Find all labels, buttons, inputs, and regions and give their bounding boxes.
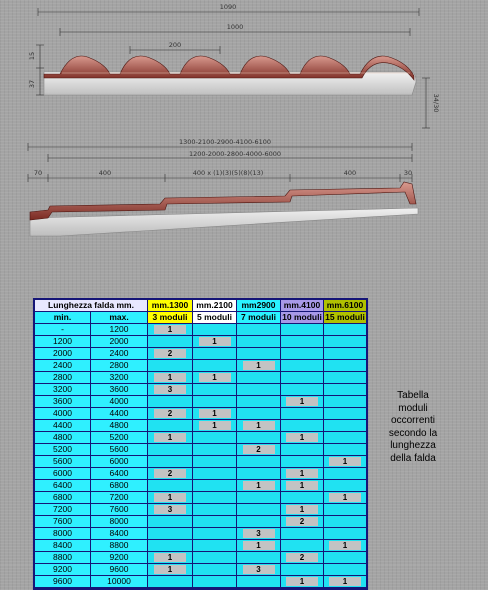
- row-module-count-col-3: [237, 348, 281, 360]
- row-max: 7600: [91, 504, 148, 516]
- header-max: max.: [91, 312, 148, 324]
- row-module-count-col-4: [281, 432, 324, 444]
- row-module-count-col-2: [193, 372, 237, 384]
- row-max: 2800: [91, 360, 148, 372]
- row-module-count-col-1: [148, 540, 193, 552]
- row-module-count-col-3: [237, 528, 281, 540]
- row-min: 7600: [35, 516, 91, 528]
- row-module-count-col-5: [324, 480, 366, 492]
- row-module-count-col-2: [193, 576, 237, 588]
- module-count-value: 3: [243, 529, 275, 538]
- header-length: Lunghezza falda mm.: [35, 300, 148, 312]
- row-module-count-col-4: [281, 504, 324, 516]
- row-max: 4400: [91, 408, 148, 420]
- row-module-count-col-4: [281, 492, 324, 504]
- row-module-count-col-2: [193, 408, 237, 420]
- row-module-count-col-5: [324, 552, 366, 564]
- module-count-value: 1: [154, 553, 186, 562]
- table-row: [35, 528, 366, 540]
- caption-line: della falda: [390, 452, 436, 464]
- dim-height-top: 15: [28, 51, 36, 61]
- row-module-count-col-3: [237, 552, 281, 564]
- row-module-count-col-4: [281, 516, 324, 528]
- row-min: 4000: [35, 408, 91, 420]
- row-module-count-col-2: [193, 456, 237, 468]
- table-row: [35, 420, 366, 432]
- module-count-value: 1: [286, 433, 318, 442]
- row-module-count-col-5: [324, 468, 366, 480]
- table-row: [35, 564, 366, 576]
- row-module-count-col-2: [193, 336, 237, 348]
- row-module-count-col-2: [193, 528, 237, 540]
- row-min: 2000: [35, 348, 91, 360]
- row-min: 2400: [35, 360, 91, 372]
- table-row: [35, 552, 366, 564]
- row-module-count-col-3: [237, 360, 281, 372]
- row-min: 9600: [35, 576, 91, 588]
- row-min: 8400: [35, 540, 91, 552]
- row-module-count-col-1: [148, 336, 193, 348]
- table-row: [35, 540, 366, 552]
- table-row: [35, 444, 366, 456]
- table-row: [35, 408, 366, 420]
- row-module-count-col-3: [237, 372, 281, 384]
- row-min: -: [35, 324, 91, 336]
- table-row: [35, 456, 366, 468]
- row-min: 6000: [35, 468, 91, 480]
- header-col-3-mm: mm2900: [237, 300, 281, 312]
- row-module-count-col-5: [324, 348, 366, 360]
- dim-height-low: 37: [28, 79, 36, 89]
- row-module-count-col-4: [281, 528, 324, 540]
- row-min: 9200: [35, 564, 91, 576]
- row-module-count-col-4: [281, 408, 324, 420]
- row-module-count-col-5: [324, 576, 366, 588]
- module-count-value: 2: [154, 409, 186, 418]
- row-min: 7200: [35, 504, 91, 516]
- header-col-5-mm: mm.6100: [324, 300, 366, 312]
- module-count-table: [33, 298, 368, 590]
- row-module-count-col-3: [237, 324, 281, 336]
- row-module-count-col-3: [237, 564, 281, 576]
- row-module-count-col-1: [148, 456, 193, 468]
- header-col-3-modules: 7 moduli: [237, 312, 281, 324]
- row-max: 5200: [91, 432, 148, 444]
- row-module-count-col-4: [281, 396, 324, 408]
- module-count-value: 2: [154, 469, 186, 478]
- row-module-count-col-2: [193, 384, 237, 396]
- dim-seg-400a: 400: [98, 169, 112, 177]
- module-count-value: 1: [154, 493, 186, 502]
- module-count-value: 1: [199, 409, 231, 418]
- row-min: 3600: [35, 396, 91, 408]
- table-row: [35, 480, 366, 492]
- row-max: 7200: [91, 492, 148, 504]
- row-max: 6400: [91, 468, 148, 480]
- module-count-value: 1: [329, 577, 361, 586]
- row-module-count-col-5: [324, 372, 366, 384]
- row-module-count-col-3: [237, 468, 281, 480]
- row-module-count-col-2: [193, 552, 237, 564]
- row-module-count-col-5: [324, 408, 366, 420]
- caption-line: Tabella: [397, 390, 429, 401]
- row-module-count-col-1: [148, 360, 193, 372]
- row-min: 8000: [35, 528, 91, 540]
- table-row: [35, 348, 366, 360]
- row-min: 6400: [35, 480, 91, 492]
- row-module-count-col-4: [281, 384, 324, 396]
- row-max: 9600: [91, 564, 148, 576]
- row-module-count-col-3: [237, 492, 281, 504]
- module-count-value: 1: [286, 505, 318, 514]
- caption-line: secondo la: [388, 427, 438, 439]
- row-module-count-col-5: [324, 444, 366, 456]
- table-caption: [378, 390, 448, 465]
- dim-seg-30: 30: [403, 169, 413, 177]
- module-count-value: 3: [154, 505, 186, 514]
- row-module-count-col-5: [324, 528, 366, 540]
- table-row: [35, 360, 366, 372]
- dim-side: 34/30: [432, 93, 440, 113]
- row-module-count-col-1: [148, 384, 193, 396]
- dim-pitch: 200: [168, 41, 182, 49]
- row-module-count-col-4: [281, 468, 324, 480]
- table-row: [35, 432, 366, 444]
- module-count-value: 2: [286, 517, 318, 526]
- row-module-count-col-4: [281, 348, 324, 360]
- row-max: 6800: [91, 480, 148, 492]
- table-row: [35, 336, 366, 348]
- row-min: 4400: [35, 420, 91, 432]
- dim-seg-70: 70: [33, 169, 43, 177]
- module-count-value: 1: [329, 541, 361, 550]
- module-count-value: 1: [329, 493, 361, 502]
- module-count-value: 1: [243, 481, 275, 490]
- row-module-count-col-4: [281, 480, 324, 492]
- module-count-value: 1: [243, 421, 275, 430]
- section-base: [30, 208, 418, 236]
- module-count-value: 3: [154, 385, 186, 394]
- row-module-count-col-2: [193, 468, 237, 480]
- row-module-count-col-2: [193, 516, 237, 528]
- row-module-count-col-4: [281, 336, 324, 348]
- row-module-count-col-5: [324, 384, 366, 396]
- row-module-count-col-3: [237, 576, 281, 588]
- row-module-count-col-1: [148, 396, 193, 408]
- row-min: 8800: [35, 552, 91, 564]
- row-module-count-col-5: [324, 456, 366, 468]
- module-cross-section-diagram: [0, 0, 488, 132]
- dim-seg-mid: 400 x (1)(3)(5)(8)(13): [192, 169, 264, 177]
- table-header-row-2: [35, 312, 366, 324]
- row-module-count-col-4: [281, 540, 324, 552]
- row-module-count-col-1: [148, 504, 193, 516]
- row-module-count-col-2: [193, 360, 237, 372]
- row-module-count-col-3: [237, 408, 281, 420]
- dim-lengths-a: 1300-2100-2900-4100-6100: [178, 138, 272, 146]
- row-module-count-col-3: [237, 540, 281, 552]
- row-max: 4800: [91, 420, 148, 432]
- table-row: [35, 576, 366, 588]
- header-col-1-modules: 3 moduli: [148, 312, 193, 324]
- row-module-count-col-3: [237, 480, 281, 492]
- header-col-1-mm: mm.1300: [148, 300, 193, 312]
- row-module-count-col-2: [193, 420, 237, 432]
- row-module-count-col-4: [281, 444, 324, 456]
- row-module-count-col-1: [148, 528, 193, 540]
- module-count-value: 1: [154, 325, 186, 334]
- caption-line: moduli: [398, 402, 428, 414]
- module-count-value: 1: [243, 361, 275, 370]
- module-count-value: 1: [286, 577, 318, 586]
- table-header-row-1: [35, 300, 366, 312]
- row-module-count-col-3: [237, 420, 281, 432]
- module-count-value: 1: [286, 397, 318, 406]
- row-module-count-col-1: [148, 324, 193, 336]
- row-module-count-col-3: [237, 396, 281, 408]
- header-min: min.: [35, 312, 91, 324]
- row-module-count-col-4: [281, 372, 324, 384]
- row-module-count-col-3: [237, 384, 281, 396]
- header-col-2-mm: mm.2100: [193, 300, 237, 312]
- module-count-value: 1: [243, 541, 275, 550]
- row-module-count-col-3: [237, 432, 281, 444]
- row-module-count-col-1: [148, 576, 193, 588]
- module-count-value: 2: [154, 349, 186, 358]
- table-row: [35, 396, 366, 408]
- module-count-value: 3: [243, 565, 275, 574]
- module-count-value: 1: [199, 337, 231, 346]
- row-min: 5200: [35, 444, 91, 456]
- module-count-value: 1: [154, 373, 186, 382]
- table-row: [35, 372, 366, 384]
- header-col-4-mm: mm.4100: [281, 300, 324, 312]
- row-module-count-col-1: [148, 468, 193, 480]
- row-max: 3200: [91, 372, 148, 384]
- row-module-count-col-3: [237, 444, 281, 456]
- table-row: [35, 384, 366, 396]
- row-module-count-col-5: [324, 540, 366, 552]
- table-row: [35, 324, 366, 336]
- row-module-count-col-2: [193, 324, 237, 336]
- row-module-count-col-5: [324, 360, 366, 372]
- row-module-count-col-1: [148, 552, 193, 564]
- header-col-4-modules: 10 moduli: [281, 312, 324, 324]
- row-module-count-col-1: [148, 516, 193, 528]
- table-row: [35, 516, 366, 528]
- row-min: 3200: [35, 384, 91, 396]
- row-max: 2400: [91, 348, 148, 360]
- header-col-5-modules: 15 moduli: [325, 312, 365, 322]
- module-longitudinal-section-diagram: [0, 132, 488, 250]
- dim-module-width: 1000: [226, 23, 244, 31]
- row-module-count-col-2: [193, 540, 237, 552]
- row-max: 8400: [91, 528, 148, 540]
- row-max: 2000: [91, 336, 148, 348]
- row-module-count-col-3: [237, 516, 281, 528]
- table-row: [35, 492, 366, 504]
- row-module-count-col-2: [193, 348, 237, 360]
- header-col-2-modules: 5 moduli: [193, 312, 237, 324]
- row-module-count-col-5: [324, 564, 366, 576]
- row-module-count-col-5: [324, 432, 366, 444]
- row-min: 4800: [35, 432, 91, 444]
- row-module-count-col-3: [237, 504, 281, 516]
- caption-line: occorrenti: [391, 415, 435, 426]
- row-module-count-col-1: [148, 564, 193, 576]
- dim-seg-400b: 400: [343, 169, 357, 177]
- row-max: 6000: [91, 456, 148, 468]
- row-module-count-col-2: [193, 396, 237, 408]
- row-module-count-col-1: [148, 408, 193, 420]
- row-module-count-col-5: [324, 492, 366, 504]
- row-module-count-col-2: [193, 444, 237, 456]
- dim-lengths-b: 1200-2000-2800-4000-6000: [188, 150, 282, 158]
- row-min: 5600: [35, 456, 91, 468]
- module-count-value: 1: [154, 565, 186, 574]
- row-module-count-col-3: [237, 456, 281, 468]
- row-module-count-col-5: [324, 504, 366, 516]
- row-min: 1200: [35, 336, 91, 348]
- module-count-value: 1: [329, 457, 361, 466]
- module-count-value: 1: [199, 421, 231, 430]
- row-module-count-col-4: [281, 420, 324, 432]
- module-tile-wave: [44, 56, 414, 80]
- caption-line: lunghezza: [390, 440, 436, 451]
- row-max: 4000: [91, 396, 148, 408]
- table-row: [35, 468, 366, 480]
- row-max: 9200: [91, 552, 148, 564]
- row-module-count-col-2: [193, 432, 237, 444]
- row-module-count-col-1: [148, 432, 193, 444]
- row-max: 3600: [91, 384, 148, 396]
- row-max: 8000: [91, 516, 148, 528]
- row-max: 1200: [91, 324, 148, 336]
- row-max: 8800: [91, 540, 148, 552]
- row-module-count-col-1: [148, 480, 193, 492]
- row-module-count-col-2: [193, 564, 237, 576]
- row-module-count-col-5: [324, 516, 366, 528]
- module-count-value: 2: [243, 445, 275, 454]
- row-module-count-col-1: [148, 348, 193, 360]
- row-min: 2800: [35, 372, 91, 384]
- module-count-value: 2: [286, 553, 318, 562]
- row-module-count-col-2: [193, 492, 237, 504]
- row-module-count-col-5: [324, 336, 366, 348]
- row-module-count-col-1: [148, 492, 193, 504]
- module-count-value: 1: [199, 373, 231, 382]
- table-row: [35, 504, 366, 516]
- module-count-value: 1: [154, 433, 186, 442]
- row-module-count-col-1: [148, 420, 193, 432]
- row-min: 6800: [35, 492, 91, 504]
- dim-total-width: 1090: [219, 3, 237, 11]
- row-module-count-col-2: [193, 504, 237, 516]
- row-module-count-col-4: [281, 324, 324, 336]
- row-module-count-col-4: [281, 456, 324, 468]
- row-module-count-col-5: [324, 324, 366, 336]
- row-module-count-col-4: [281, 360, 324, 372]
- row-module-count-col-4: [281, 576, 324, 588]
- row-max: 10000: [91, 576, 148, 588]
- row-module-count-col-1: [148, 444, 193, 456]
- module-count-value: 1: [286, 481, 318, 490]
- row-module-count-col-1: [148, 372, 193, 384]
- row-module-count-col-2: [193, 480, 237, 492]
- row-module-count-col-4: [281, 552, 324, 564]
- row-module-count-col-4: [281, 564, 324, 576]
- row-module-count-col-3: [237, 336, 281, 348]
- row-module-count-col-5: [324, 420, 366, 432]
- row-module-count-col-5: [324, 396, 366, 408]
- row-max: 5600: [91, 444, 148, 456]
- module-count-value: 1: [286, 469, 318, 478]
